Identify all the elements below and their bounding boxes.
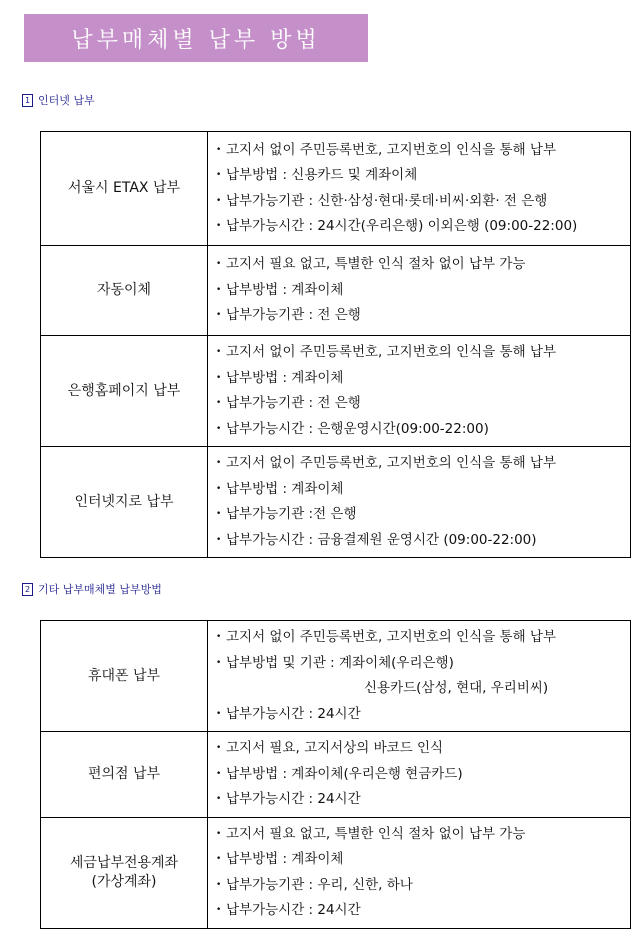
line-text: 납부가능시간 : 24시간 (226, 705, 361, 722)
bullet-icon: • (216, 259, 222, 270)
row-label-text: 편의점 납부 (87, 765, 161, 782)
list-item (216, 366, 630, 392)
line-text: 납부가능기관 : 우리, 신한, 하나 (226, 876, 413, 893)
row-label-text: 세금납부전용계좌 (69, 854, 179, 871)
list-item (216, 340, 630, 366)
row-content (208, 732, 631, 818)
list-item (216, 822, 630, 848)
bullet-icon: • (216, 794, 222, 804)
line-text: 고지서 없이 주민등록번호, 고지번호의 인식을 통해 납부 (226, 629, 556, 645)
list-item (216, 873, 630, 899)
section-number: 1 (22, 94, 33, 107)
section-heading-internet (22, 92, 95, 108)
list-item (216, 189, 630, 215)
bullet-icon: • (216, 195, 222, 206)
line-text: 납부가능기관 : 전 은행 (226, 395, 361, 411)
bullet-icon: • (216, 879, 222, 890)
section-title: 기타 납부매체별 납부방법 (38, 583, 162, 596)
line-text: 납부방법 : 계좌이체 (226, 369, 344, 386)
table-row (41, 732, 631, 818)
table-row (41, 621, 631, 732)
table-row (41, 336, 631, 447)
row-label-text: 은행홈페이지 납부 (67, 382, 181, 399)
list-item (216, 898, 630, 924)
line-text: 납부가능시간 : 24시간 (226, 791, 361, 807)
table-row (41, 246, 631, 336)
line-text: 납부방법 : 계좌이체(우리은행 현금카드) (226, 765, 463, 782)
bullet-icon: • (216, 657, 222, 668)
row-label (41, 336, 208, 447)
line-text: 납부방법 : 계좌이체 (226, 851, 344, 867)
table-row (41, 817, 631, 928)
section-number: 2 (22, 583, 33, 596)
line-text: 납부방법 및 기관 : 계좌이체(우리은행) (226, 654, 454, 671)
line-text: 납부방법 : 계좌이체 (226, 281, 344, 298)
line-text: 신용카드(삼성, 현대, 우리비씨) (364, 680, 549, 696)
list-item (216, 762, 630, 788)
bullet-icon: • (216, 398, 222, 408)
bullet-icon: • (216, 144, 222, 155)
row-label-text: 서울시 ETAX 납부 (68, 180, 180, 196)
page-title-banner (24, 14, 368, 62)
list-item (216, 303, 630, 329)
row-label (41, 246, 208, 336)
line-text: 고지서 없이 주민등록번호, 고지번호의 인식을 통해 납부 (226, 141, 556, 158)
bullet-icon: • (216, 221, 222, 231)
line-text: 고지서 없이 주민등록번호, 고지번호의 인식을 통해 납부 (226, 455, 556, 471)
row-label-text: 휴대폰 납부 (87, 667, 161, 684)
table-row (41, 447, 631, 558)
row-label (41, 132, 208, 246)
line-text: 고지서 필요 없고, 특별한 인식 절차 없이 납부 가능 (226, 825, 526, 842)
line-text: 납부방법 : 계좌이체 (226, 480, 344, 497)
line-text: 납부가능기관 : 신한·삼성·현대·롯데·비씨·외환· 전 은행 (226, 192, 548, 209)
line-text: 고지서 필요 없고, 특별한 인식 절차 없이 납부 가능 (226, 256, 526, 273)
list-item (216, 702, 630, 728)
list-item (216, 528, 630, 554)
list-item (216, 502, 630, 528)
list-item-continuation (216, 676, 630, 702)
list-item (216, 252, 630, 278)
line-text: 납부가능시간 : 금융결제원 운영시간 (09:00-22:00) (226, 531, 537, 548)
internet-payment-table (40, 131, 631, 558)
line-text: 납부가능기관 :전 은행 (226, 506, 357, 522)
bullet-icon: • (216, 509, 222, 519)
bullet-icon: • (216, 483, 222, 494)
list-item (216, 477, 630, 503)
row-label (41, 732, 208, 818)
row-label-text: 자동이체 (96, 282, 152, 298)
section-heading-other (22, 581, 162, 597)
row-label-text: (가상계좌) (91, 873, 157, 890)
list-item (216, 847, 630, 873)
list-item (216, 787, 630, 813)
bullet-icon: • (216, 905, 222, 915)
bullet-icon: • (216, 423, 222, 434)
list-item (216, 391, 630, 417)
bullet-icon: • (216, 743, 222, 753)
bullet-icon: • (216, 854, 222, 864)
row-content (208, 132, 631, 246)
list-item (216, 451, 630, 477)
section-title: 인터넷 납부 (38, 94, 95, 107)
list-item (216, 625, 630, 651)
list-item (216, 163, 630, 189)
row-label-text: 인터넷지로 납부 (74, 493, 174, 510)
bullet-icon: • (216, 284, 222, 295)
bullet-icon: • (216, 170, 222, 180)
bullet-icon: • (216, 534, 222, 545)
row-content (208, 621, 631, 732)
line-text: 납부가능기관 : 전 은행 (226, 307, 361, 324)
list-item (216, 736, 630, 762)
list-item (216, 138, 630, 164)
list-item (216, 214, 630, 240)
bullet-icon: • (216, 372, 222, 383)
row-content (208, 336, 631, 447)
bullet-icon: • (216, 347, 222, 357)
row-label (41, 621, 208, 732)
row-content (208, 246, 631, 336)
bullet-icon: • (216, 310, 222, 321)
row-content (208, 817, 631, 928)
line-text: 고지서 필요, 고지서상의 바코드 인식 (226, 740, 444, 756)
line-text: 고지서 없이 주민등록번호, 고지번호의 인식을 통해 납부 (226, 344, 556, 360)
line-text: 납부가능시간 : 24시간(우리은행) 이외은행 (09:00-22:00) (226, 218, 578, 234)
list-item (216, 417, 630, 443)
page-title: 납부매체별 납부 방법 (71, 27, 321, 53)
list-item (216, 278, 630, 304)
line-text: 납부방법 : 신용카드 및 계좌이체 (226, 167, 418, 183)
bullet-icon: • (216, 708, 222, 719)
bullet-icon: • (216, 458, 222, 468)
table-row (41, 132, 631, 246)
row-label (41, 447, 208, 558)
row-content (208, 447, 631, 558)
line-text: 납부가능시간 : 은행운영시간(09:00-22:00) (226, 420, 489, 437)
row-label (41, 817, 208, 928)
bullet-icon: • (216, 828, 222, 839)
list-item (216, 651, 630, 677)
bullet-icon: • (216, 768, 222, 779)
line-text: 납부가능시간 : 24시간 (226, 902, 361, 918)
other-payment-table (40, 620, 631, 929)
bullet-icon: • (216, 632, 222, 642)
